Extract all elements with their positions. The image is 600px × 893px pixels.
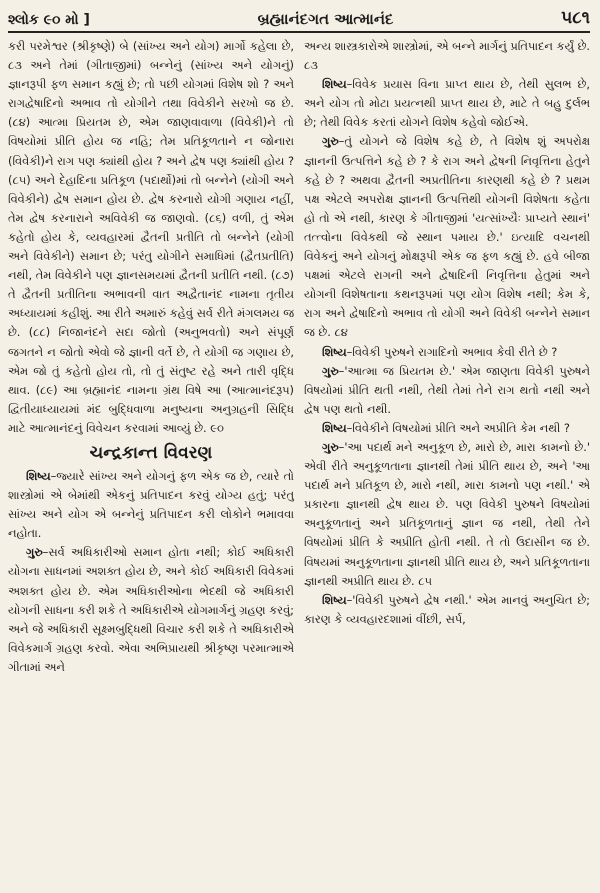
paragraph-text: –વિવેક પ્રયાસ વિના પ્રાપ્ત થાય છે, તેથી સુલભ છે, અને યોગ તો મોટા પ્રયત્નથી પ્રાપ્ત થાય છે, માટે તે બહુ દુર્લભ છે; તેથી વિવેક કરતાં યોગને વિશેષ કહેવો જોઈએ. — [304, 77, 590, 130]
paragraph — [304, 132, 590, 342]
paragraph-text: –'વિવેકી પુરુષને દ્વેષ નથી.' એમ માનવું અનુચિત છે; કારણ કે વ્યવહારદશામાં વીંછી, સર્પ, — [304, 592, 590, 626]
running-header — [8, 6, 590, 33]
paragraph — [8, 543, 294, 677]
header-left: શ્લોક ૯૦ મો ] — [8, 12, 90, 28]
speaker-label: ગુરુ — [322, 134, 339, 149]
header-title: બ્રહ્માનંદગત આત્માનંદ — [257, 10, 394, 28]
paragraph-text: –સર્વ અધિકારીઓ સમાન હોતા નથી; કોઈ અધિકારી યોગના સાધનમાં અશક્ત હોય છે, અને કોઈ અધિકારી વિવેકમાં અશક્ત હોય છે. એમ અધિકારીઓના ભેદથી જે અધિકારી યોગની સાધના કરી શકે તે અધિકારીએ યોગમાર્ગનું ગ્રહણ કરવું; અને જે અધિકારી સૂક્ષ્મબુદ્ધિથી વિચાર કરી શકે તે અધિકારીએ વિવેકમાર્ગ ગ્રહણ કરવો. એવા અભિપ્રાયથી શ્રીકૃષ્ણ પરમાત્માએ ગીતામાં અને — [8, 545, 294, 674]
paragraph-text: –તું યોગને જે વિશેષ કહે છે, તે વિશેષ શું અપરોક્ષ જ્ઞાનની ઉત્પત્તિને કહે છે ? કે રાગ અને દ્વેષની નિવૃત્તિના હેતુને કહે છે ? અથવા દ્વૈતની અપ્રતીતિના કારણથી કહે છે ? પ્રથમ પક્ષ એટલે અપરોક્ષ જ્ઞાનની ઉત્પત્તિથી યોગની વિશેષતા કહેતા હો તો એ નથી, કારણ કે ગીતાજીમાં 'યત્સાંખ્યૈઃ પ્રાપ્યતે સ્થાનં' તત્ત્વોના વિવેકથી જે સ્થાન પમાય છે.' ઇત્યાદિ વચનથી વિવેકનું અને યોગનું મોક્ષરૂપી એક જ ફળ કહ્યું છે. હવે બીજા પક્ષમાં એટલે રાગની અને દ્વેષાદિની નિવૃત્તિના હેતુમાં અને યોગની વિશેષતાના કથનરૂપમાં પણ યોગ વિશેષ નથી; કેમ કે, રાગ અને દ્વેષાદિનો અભાવ તો યોગી અને વિવેકી બન્નેને સમાન જ છે. ૮૪ — [304, 134, 590, 340]
speaker-label: ગુરુ — [322, 439, 339, 454]
paragraph-text: –'આત્મા જ પ્રિયતમ છે.' એમ જાણતા વિવેકી પુરુષને વિષયોમાં પ્રીતિ થતી નથી, તેથી તેમાં તેને રાગ થતો નથી અને દ્વેષ પણ થતો નથી. — [304, 363, 590, 416]
paragraph — [304, 362, 590, 419]
right-column — [304, 37, 590, 893]
paragraph — [304, 591, 590, 629]
text-columns — [8, 37, 590, 893]
left-column — [8, 37, 294, 893]
speaker-label: શિષ્ય — [322, 420, 347, 435]
paragraph — [8, 467, 294, 543]
paragraph — [304, 75, 590, 132]
speaker-label: ગુરુ — [322, 363, 339, 378]
paragraph-text: –વિવેકીને વિષયોમાં પ્રીતિ અને અપ્રીતિ કેમ નથી ? — [346, 420, 570, 435]
paragraph: કરી પરમેશ્વર (શ્રીકૃષ્ણે) બે (સાંખ્ય અને યોગ) માર્ગો કહેલા છે, ૮૩ અને તેમાં (ગીતાજીમાં) બન્નેનું (સાંખ્ય અને યોગનું) જ્ઞાનરૂપી ફળ સમાન કહ્યું છે; તો પછી યોગમાં વિશેષ શો ? અને રાગદ્વેષાદિનો અભાવ તો યોગીને તથા વિવેકીને સરખો જ છે. (૮૪) આત્મા પ્રિયતમ છે, એમ જાણવાવાળા (વિવેકી)ને તો વિષયોમાં પ્રીતિ હોય જ નહિ; તેમ પ્રતિકૂળતાને ન જોનારા (વિવેકી)ને રાગ પણ ક્યાંથી હોય ? અને દ્વેષ પણ ક્યાંથી હોય ? (૮૫) અને દેહાદિના પ્રતિકૂળ (પદાર્થો)માં તો બન્નેને (યોગી અને વિવેકીને) દ્વેષ સમાન હોય છે. દ્વેષ કરનારો યોગી ગણાય નહીં, તેમ દ્વેષ કરનારાને અવિવેકી જ જાણવો. (૮૬) વળી, તું એમ કહેતો હોય કે, વ્યવહારમાં દ્વૈતની પ્રતીતિ તો બન્નેને (યોગી અને વિવેકીને) સમાન છે; પરંતુ યોગીને સમાધિમાં (દ્વૈતપ્રતીતિ) નથી, તેમ વિવેકીને પણ જ્ઞાનસમયમાં દ્વૈતની પ્રતીતિ નથી. (૮૭) તે દ્વૈતની પ્રતીતિના અભાવની વાત અદ્વૈતાનંદ નામના તૃતીય અધ્યાયમાં કહીશું. આ રીતે અમારું કહેવું સર્વ રીતે મંગલમય જ છે. (૮૮) નિજાનંદને સદા જોતો (અનુભવતો) અને સંપૂર્ણ જગતને ન જોતો એવો જે જ્ઞાની વર્તે છે, તે યોગી જ ગણાય છે, એમ જો તું કહેતો હોય તો, તો તું સંતુષ્ટ રહે અને તારી વૃદ્ધિ થાવ. (૮૯) આ બ્રહ્માનંદ નામના ગ્રંથ વિષે આ (આત્માનંદરૂપ) દ્વિતીયાધ્યાયમાં મંદ બુદ્ધિવાળા મનુષ્યના અનુગ્રહની સિદ્ધિ માટે આત્માનંદનું વિવેચન કરવામાં આવ્યું છે. ૯૦ — [8, 39, 294, 435]
speaker-label: શિષ્ય — [322, 77, 347, 92]
paragraph — [304, 438, 590, 591]
speaker-label: શિષ્ય — [322, 592, 347, 607]
speaker-label: ગુરુ — [26, 545, 43, 560]
speaker-label: શિષ્ય — [322, 344, 347, 359]
speaker-label: શિષ્ય — [26, 468, 51, 483]
paragraph-text: –'આ પદાર્થ મને અનુકૂળ છે, મારો છે, મારા કામનો છે.' એવી રીતે અનુકૂળતાના જ્ઞાનથી તેમાં પ્રીતિ થાય છે, અને 'આ પદાર્થ મને પ્રતિકૂળ છે, મારો નથી, મારા કામનો પણ નથી.' એ પ્રકારના જ્ઞાનથી દ્વેષ થાય છે. પણ વિવેકી પુરુષને વિષયોમાં અનુકૂળતાનું અને પ્રતિકૂળતાનું જ્ઞાન જ નથી, તેથી તેને વિષયોમાં પ્રીતિ કે અપ્રીતિ હોતી નથી. તે તો ઉદાસીન જ છે. વિષયમાં અનુકૂળતાના જ્ઞાનથી પ્રીતિ થાય છે, અને પ્રતિકૂળતાના જ્ઞાનથી અપ્રીતિ થાય છે. ૮૫ — [304, 439, 590, 588]
paragraph: અન્ય શાસ્ત્રકારોએ શાસ્ત્રોમાં, એ બન્ને માર્ગનું પ્રતિપાદન કર્યું છે. ૮૩ — [304, 39, 590, 73]
page-number: ૫૮૧ — [561, 8, 590, 28]
paragraph — [304, 419, 590, 438]
paragraph-text: –વિવેકી પુરુષને રાગાદિનો અભાવ કેવી રીતે છે ? — [346, 344, 558, 359]
paragraph — [304, 343, 590, 362]
paragraph-text: –જ્યારે સાંખ્ય અને યોગનું ફળ એક જ છે, ત્યારે તો શાસ્ત્રોમાં એ બેમાંથી એકનું પ્રતિપાદન કરવું યોગ્ય હતું; પરંતુ સાંખ્ય અને યોગ એ બન્નેનું પ્રતિપાદન કરી લોકોને ભમાવવા નહોતા. — [8, 468, 294, 541]
section-title: ચન્દ્રકાન્ત વિવરણ — [89, 442, 213, 463]
